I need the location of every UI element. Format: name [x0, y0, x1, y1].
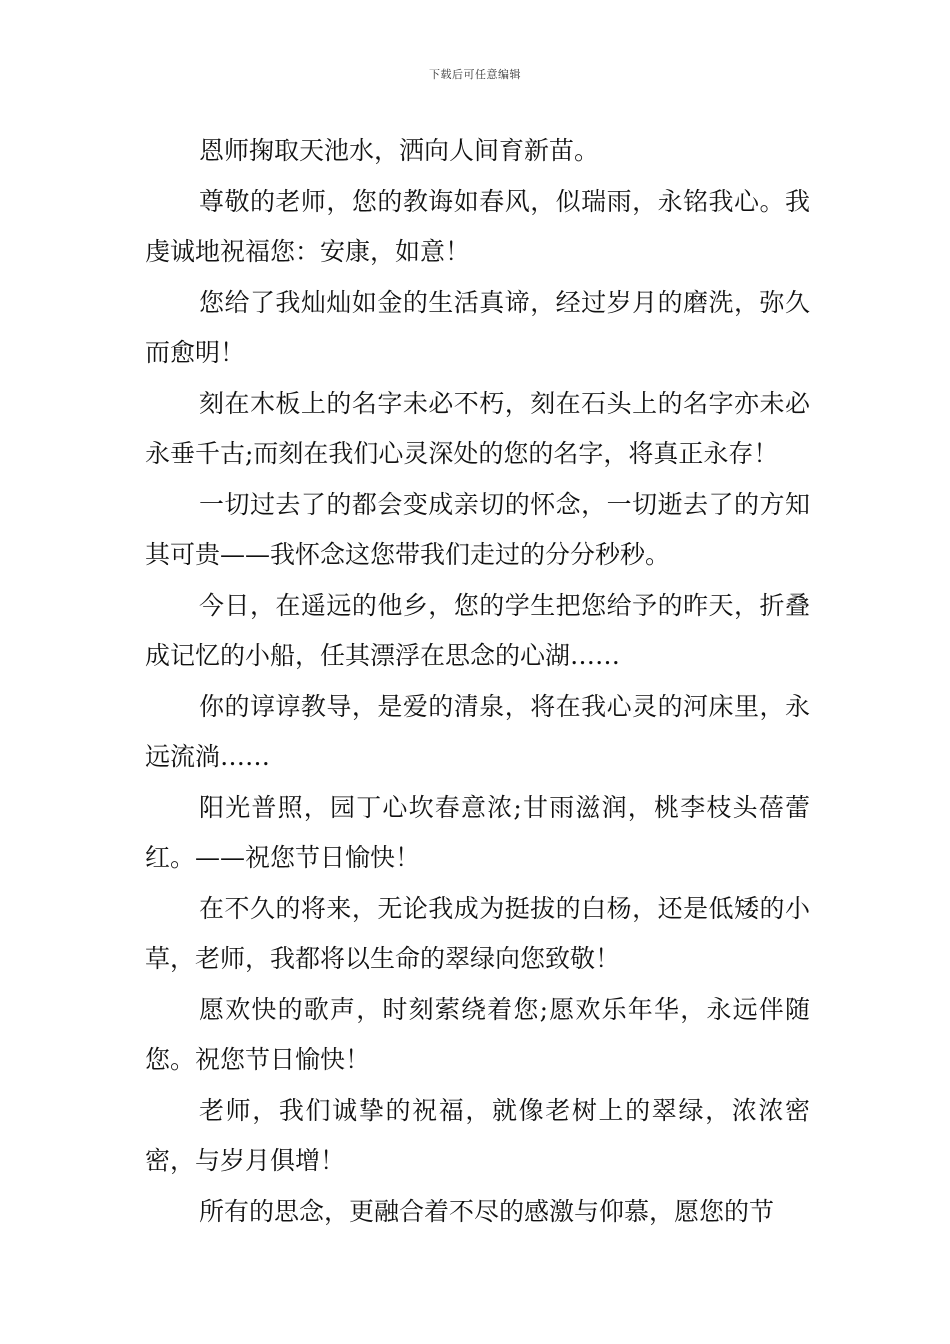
- paragraph: 你的谆谆教导，是爱的清泉，将在我心灵的河床里，永远流淌……: [145, 691, 810, 771]
- paragraph: 您给了我灿灿如金的生活真谛，经过岁月的磨洗，弥久而愈明！: [145, 287, 810, 367]
- paragraph: 阳光普照，园丁心坎春意浓;甘雨滋润，桃李枝头蓓蕾红。——祝您节日愉快！: [145, 792, 810, 872]
- paragraph: 恩师掬取天池水，洒向人间育新苗。: [199, 136, 600, 165]
- paragraph: 一切过去了的都会变成亲切的怀念，一切逝去了的方知其可贵——我怀念这您带我们走过的分分秒秒。: [145, 489, 810, 569]
- paragraph: 所有的思念，更融合着不尽的感激与仰慕，愿您的节: [199, 1196, 775, 1226]
- page-header: 下载后可任意编辑: [429, 68, 521, 81]
- paragraph: 今日，在遥远的他乡，您的学生把您给予的昨天，折叠成记忆的小船，任其漂浮在思念的心湖……: [145, 590, 810, 670]
- paragraph: 尊敬的老师，您的教诲如春风，似瑞雨，永铭我心。我虔诚地祝福您：安康，如意！: [145, 186, 810, 266]
- paragraph: 刻在木板上的名字未必不朽，刻在石头上的名字亦未必永垂千古;而刻在我们心灵深处的您的名字，将真正永存！: [145, 388, 810, 468]
- document-body: [145, 126, 810, 1237]
- paragraph: 愿欢快的歌声，时刻萦绕着您;愿欢乐年华，永远伴随您。祝您节日愉快！: [145, 994, 810, 1074]
- paragraph: 老师，我们诚挚的祝福，就像老树上的翠绿，浓浓密密，与岁月俱增！: [145, 1095, 810, 1175]
- paragraph: 在不久的将来，无论我成为挺拔的白杨，还是低矮的小草，老师，我都将以生命的翠绿向您致敬！: [145, 893, 810, 973]
